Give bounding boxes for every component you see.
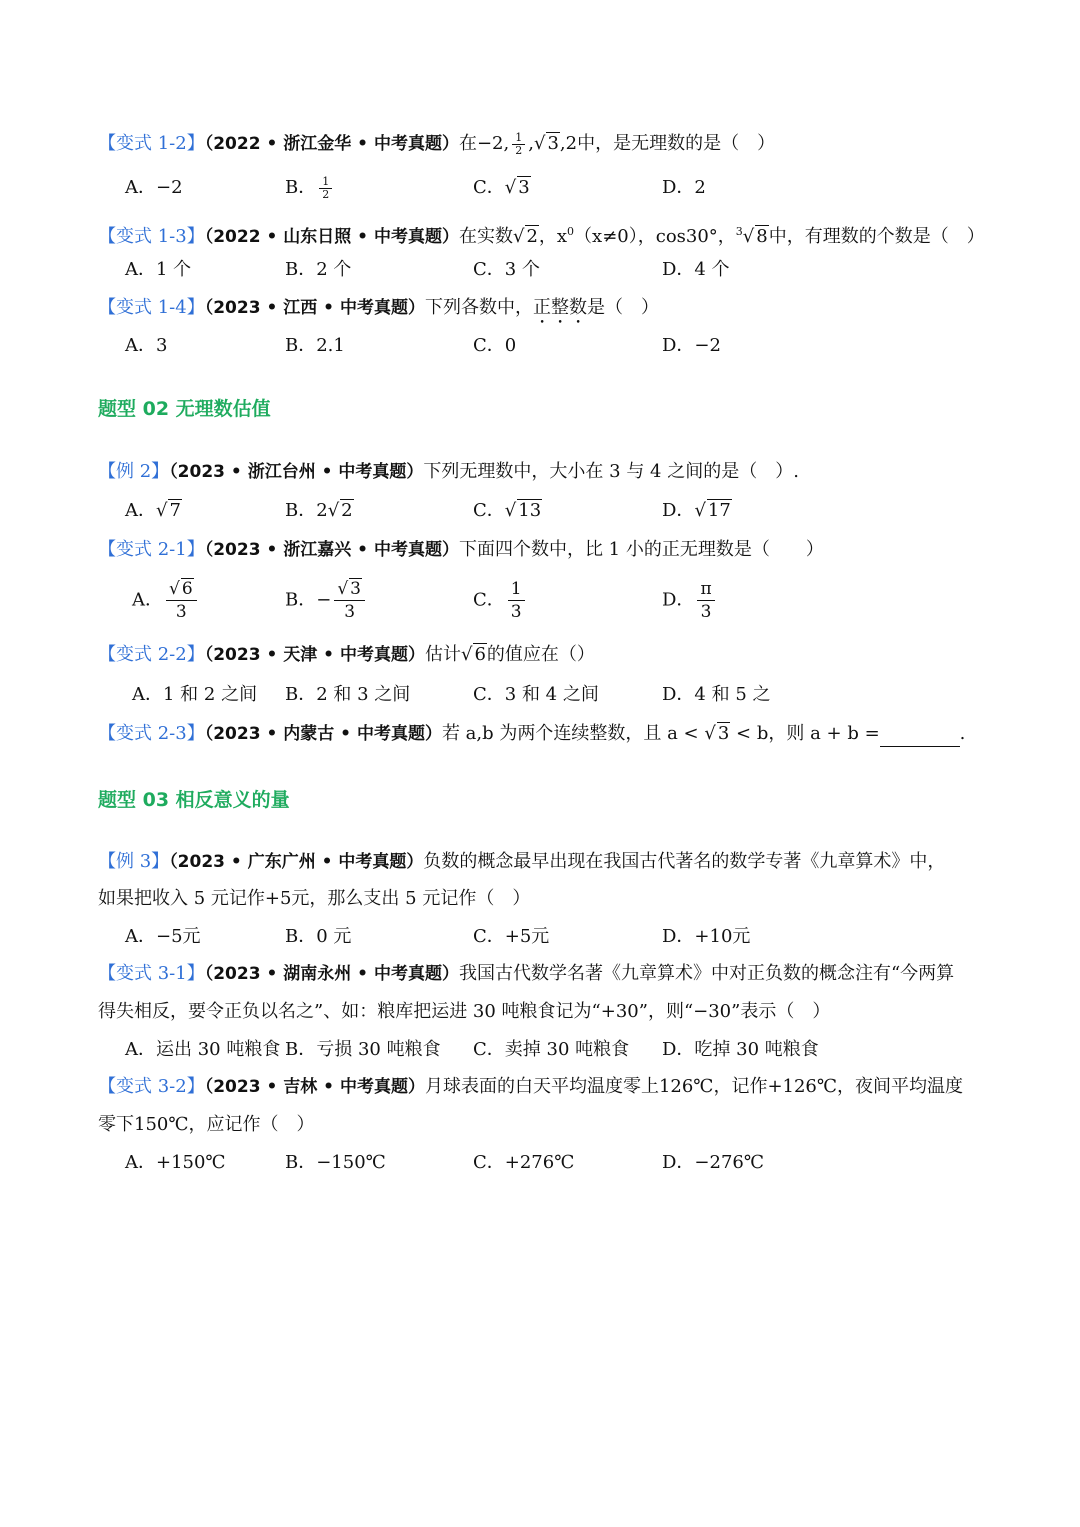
option-c[interactable] bbox=[473, 497, 542, 525]
question-tag: 【例 3】 bbox=[98, 851, 170, 872]
question-2-2-stem bbox=[98, 642, 595, 668]
option-label: B．2 bbox=[285, 500, 328, 521]
fraction bbox=[334, 578, 365, 623]
question-3-1-stem-line-2: 得失相反，要令正负以名之”、如：粮库把运进 30 吨粮食记为“+30”，则“−30”表示（ ） bbox=[98, 1001, 831, 1022]
question-3-2-options bbox=[125, 1149, 985, 1181]
radicand: 8 bbox=[756, 226, 768, 247]
option-d[interactable] bbox=[662, 497, 732, 525]
question-2-1-stem bbox=[98, 537, 824, 563]
example-2-options bbox=[125, 497, 985, 529]
option-b[interactable]: B．2 个 bbox=[285, 259, 352, 280]
stem-text: 负数的概念最早出现在我国古代著名的数学专著《九章算术》中， bbox=[423, 851, 946, 872]
option-b[interactable]: B．亏损 30 吨粮食 bbox=[285, 1039, 441, 1060]
option-label: B．− bbox=[285, 589, 332, 611]
option-d[interactable]: D．4 个 bbox=[662, 259, 730, 280]
option-label: D． bbox=[662, 589, 695, 611]
question-3-2-stem-line-2: 零下150℃，应记作（ ） bbox=[98, 1114, 315, 1135]
option-label: C． bbox=[473, 589, 505, 611]
question-3-1-options bbox=[125, 1036, 985, 1068]
question-source: （2023 • 湖南永州 • 中考真题） bbox=[204, 964, 459, 984]
question-1-3-stem bbox=[98, 219, 985, 250]
radicand: 3 bbox=[518, 177, 530, 198]
stem-text: 若 a,b 为两个连续整数，且 a < bbox=[441, 723, 705, 744]
sqrt-sign bbox=[461, 644, 472, 665]
question-tag: 【例 2】 bbox=[98, 461, 170, 482]
fraction-denominator: 3 bbox=[700, 602, 712, 622]
stem-text: 下列各数中， bbox=[424, 297, 533, 318]
question-tag: 【变式 1-2】 bbox=[98, 133, 205, 154]
question-2-2-options bbox=[132, 681, 992, 713]
sqrt-sign bbox=[156, 500, 167, 521]
stem-text: ，x bbox=[538, 226, 568, 247]
question-1-2-options bbox=[125, 174, 985, 206]
option-c[interactable]: C．+5元 bbox=[473, 926, 550, 947]
option-d[interactable]: D．4 和 5 之 bbox=[662, 684, 771, 705]
option-a[interactable]: A．1 个 bbox=[125, 259, 192, 280]
section-heading-03: 题型 03 相反意义的量 bbox=[98, 789, 290, 811]
option-d[interactable]: D．+10元 bbox=[662, 926, 751, 947]
stem-text: 下面四个数中，比 1 小的正无理数是（ ） bbox=[458, 539, 824, 560]
option-label: A． bbox=[132, 589, 163, 611]
stem-text: 估计 bbox=[424, 644, 461, 665]
question-source: （2023 • 吉林 • 中考真题） bbox=[204, 1077, 425, 1097]
radicand: 6 bbox=[181, 579, 193, 599]
option-a[interactable]: A．−2 bbox=[125, 177, 183, 198]
question-3-1-stem-line-1 bbox=[98, 961, 954, 987]
question-source: （2023 • 江西 • 中考真题） bbox=[204, 298, 425, 318]
question-tag: 【变式 2-1】 bbox=[98, 539, 205, 560]
option-d[interactable] bbox=[662, 578, 718, 623]
option-c[interactable]: C．3 和 4 之间 bbox=[473, 684, 599, 705]
stem-text: 中，有理数的个数是（ ） bbox=[768, 226, 985, 247]
fraction-denominator: 3 bbox=[510, 602, 522, 622]
fraction bbox=[508, 578, 525, 623]
sqrt-sign bbox=[513, 226, 524, 247]
question-source: （2022 • 山东日照 • 中考真题） bbox=[204, 227, 459, 247]
question-source: （2023 • 浙江台州 • 中考真题） bbox=[169, 462, 424, 482]
question-source: （2023 • 广东广州 • 中考真题） bbox=[169, 852, 424, 872]
root-index: 3 bbox=[735, 225, 743, 238]
example-3-stem-line-2: 如果把收入 5 元记作+5元，那么支出 5 元记作（ ） bbox=[98, 888, 531, 909]
question-2-1-options bbox=[132, 578, 992, 628]
option-d[interactable]: D．−2 bbox=[662, 335, 721, 356]
question-1-4-stem bbox=[98, 295, 659, 328]
radicand: 17 bbox=[707, 500, 731, 521]
option-label: C． bbox=[473, 177, 505, 198]
question-1-2-stem bbox=[98, 131, 775, 157]
stem-text: 是（ ） bbox=[586, 297, 659, 318]
question-3-2-stem-line-1 bbox=[98, 1074, 963, 1100]
option-a[interactable]: A．1 和 2 之间 bbox=[132, 684, 258, 705]
option-b[interactable]: B．0 元 bbox=[285, 926, 352, 947]
question-tag: 【变式 2-2】 bbox=[98, 644, 205, 665]
option-label: C． bbox=[473, 500, 505, 521]
sqrt-sign bbox=[169, 579, 180, 599]
fraction-numerator: 1 bbox=[512, 132, 525, 145]
fraction-numerator: 1 bbox=[319, 176, 332, 189]
option-c[interactable]: C．0 bbox=[473, 335, 517, 356]
sqrt-sign bbox=[505, 500, 516, 521]
example-2-stem bbox=[98, 459, 799, 485]
fraction-denominator: 2 bbox=[322, 187, 330, 201]
option-a[interactable] bbox=[132, 578, 200, 623]
radicand: 2 bbox=[526, 226, 538, 247]
option-b[interactable] bbox=[285, 174, 335, 202]
question-tag: 【变式 1-4】 bbox=[98, 297, 205, 318]
stem-text: 月球表面的白天平均温度零上126℃，记作+126℃，夜间平均温度 bbox=[424, 1076, 964, 1097]
sqrt-sign bbox=[694, 500, 705, 521]
question-tag: 【变式 3-2】 bbox=[98, 1076, 205, 1097]
radicand: 7 bbox=[169, 500, 181, 521]
radicand: 2 bbox=[341, 500, 353, 521]
stem-text: （x≠0），cos30°， bbox=[574, 226, 736, 247]
question-1-3-options bbox=[125, 256, 985, 288]
option-a[interactable] bbox=[125, 497, 182, 525]
option-c[interactable] bbox=[473, 174, 531, 202]
emphasized-term: 正整数 bbox=[532, 297, 587, 318]
exponent: 0 bbox=[567, 225, 575, 238]
example-3-options bbox=[125, 923, 985, 955]
option-c[interactable]: C．卖掉 30 吨粮食 bbox=[473, 1039, 630, 1060]
option-b[interactable]: B．2 和 3 之间 bbox=[285, 684, 411, 705]
stem-text: 在−2, bbox=[458, 133, 510, 154]
cube-root-sign bbox=[743, 226, 754, 247]
question-2-3-stem bbox=[98, 721, 965, 747]
question-source: （2023 • 天津 • 中考真题） bbox=[204, 645, 425, 665]
stem-text: ,2中，是无理数的是（ ） bbox=[559, 133, 776, 154]
option-d[interactable]: D．2 bbox=[662, 177, 706, 198]
option-b[interactable]: B．2.1 bbox=[285, 335, 345, 356]
answer-blank[interactable] bbox=[880, 728, 960, 747]
option-label: D． bbox=[662, 500, 695, 521]
option-a[interactable]: A．运出 30 吨粮食 bbox=[125, 1039, 281, 1060]
fraction-denominator: 2 bbox=[515, 143, 523, 157]
stem-text: 在实数 bbox=[458, 226, 513, 247]
fraction bbox=[697, 578, 714, 623]
sqrt-sign bbox=[328, 500, 339, 521]
option-label: A． bbox=[125, 500, 156, 521]
option-d[interactable]: D．吃掉 30 吨粮食 bbox=[662, 1039, 819, 1060]
option-b[interactable] bbox=[285, 497, 354, 525]
fraction-denominator: 3 bbox=[175, 602, 187, 622]
radicand: 3 bbox=[350, 579, 361, 599]
stem-text: < b，则 a + b = bbox=[730, 723, 880, 744]
stem-text: 下列无理数中，大小在 3 与 4 之间的是（ ）. bbox=[423, 461, 799, 482]
option-a[interactable]: A．3 bbox=[125, 335, 168, 356]
fraction-numerator bbox=[334, 578, 365, 601]
stem-text: 我国古代数学名著《九章算术》中对正负数的概念注有“今两算 bbox=[458, 963, 955, 984]
question-source: （2023 • 浙江嘉兴 • 中考真题） bbox=[204, 540, 459, 560]
question-tag: 【变式 2-3】 bbox=[98, 723, 205, 744]
fraction-numerator: 1 bbox=[508, 578, 525, 601]
option-a[interactable]: A．+150℃ bbox=[125, 1152, 226, 1173]
fraction bbox=[512, 132, 525, 157]
fraction-numerator bbox=[166, 578, 197, 601]
question-tag: 【变式 3-1】 bbox=[98, 963, 205, 984]
fraction-numerator: π bbox=[697, 578, 714, 601]
option-c[interactable]: C．3 个 bbox=[473, 259, 540, 280]
example-3-stem-line-1 bbox=[98, 849, 945, 875]
stem-text: , bbox=[528, 133, 534, 154]
sqrt-sign bbox=[704, 723, 715, 744]
fraction bbox=[319, 176, 332, 201]
sqrt-sign bbox=[337, 579, 348, 599]
option-b[interactable]: B．−150℃ bbox=[285, 1152, 386, 1173]
stem-text: 的值应在（） bbox=[486, 644, 595, 665]
question-tag: 【变式 1-3】 bbox=[98, 226, 205, 247]
stem-text: . bbox=[959, 723, 966, 744]
sqrt-sign bbox=[505, 177, 516, 198]
question-source: （2022 • 浙江金华 • 中考真题） bbox=[204, 134, 459, 154]
radicand: 3 bbox=[547, 133, 559, 154]
fraction-denominator: 3 bbox=[344, 602, 356, 622]
radicand: 6 bbox=[474, 644, 486, 665]
option-b[interactable] bbox=[285, 578, 368, 623]
option-d[interactable]: D．−276℃ bbox=[662, 1152, 765, 1173]
option-c[interactable] bbox=[473, 578, 528, 623]
fraction bbox=[166, 578, 197, 623]
section-heading-02: 题型 02 无理数估值 bbox=[98, 398, 271, 420]
question-1-4-options bbox=[125, 332, 985, 364]
radicand: 3 bbox=[717, 723, 730, 744]
radicand: 13 bbox=[518, 500, 542, 521]
option-c[interactable]: C．+276℃ bbox=[473, 1152, 575, 1173]
option-a[interactable]: A．−5元 bbox=[125, 926, 201, 947]
question-source: （2023 • 内蒙古 • 中考真题） bbox=[204, 724, 442, 744]
option-label: B． bbox=[285, 177, 317, 198]
sqrt-sign bbox=[534, 133, 545, 154]
